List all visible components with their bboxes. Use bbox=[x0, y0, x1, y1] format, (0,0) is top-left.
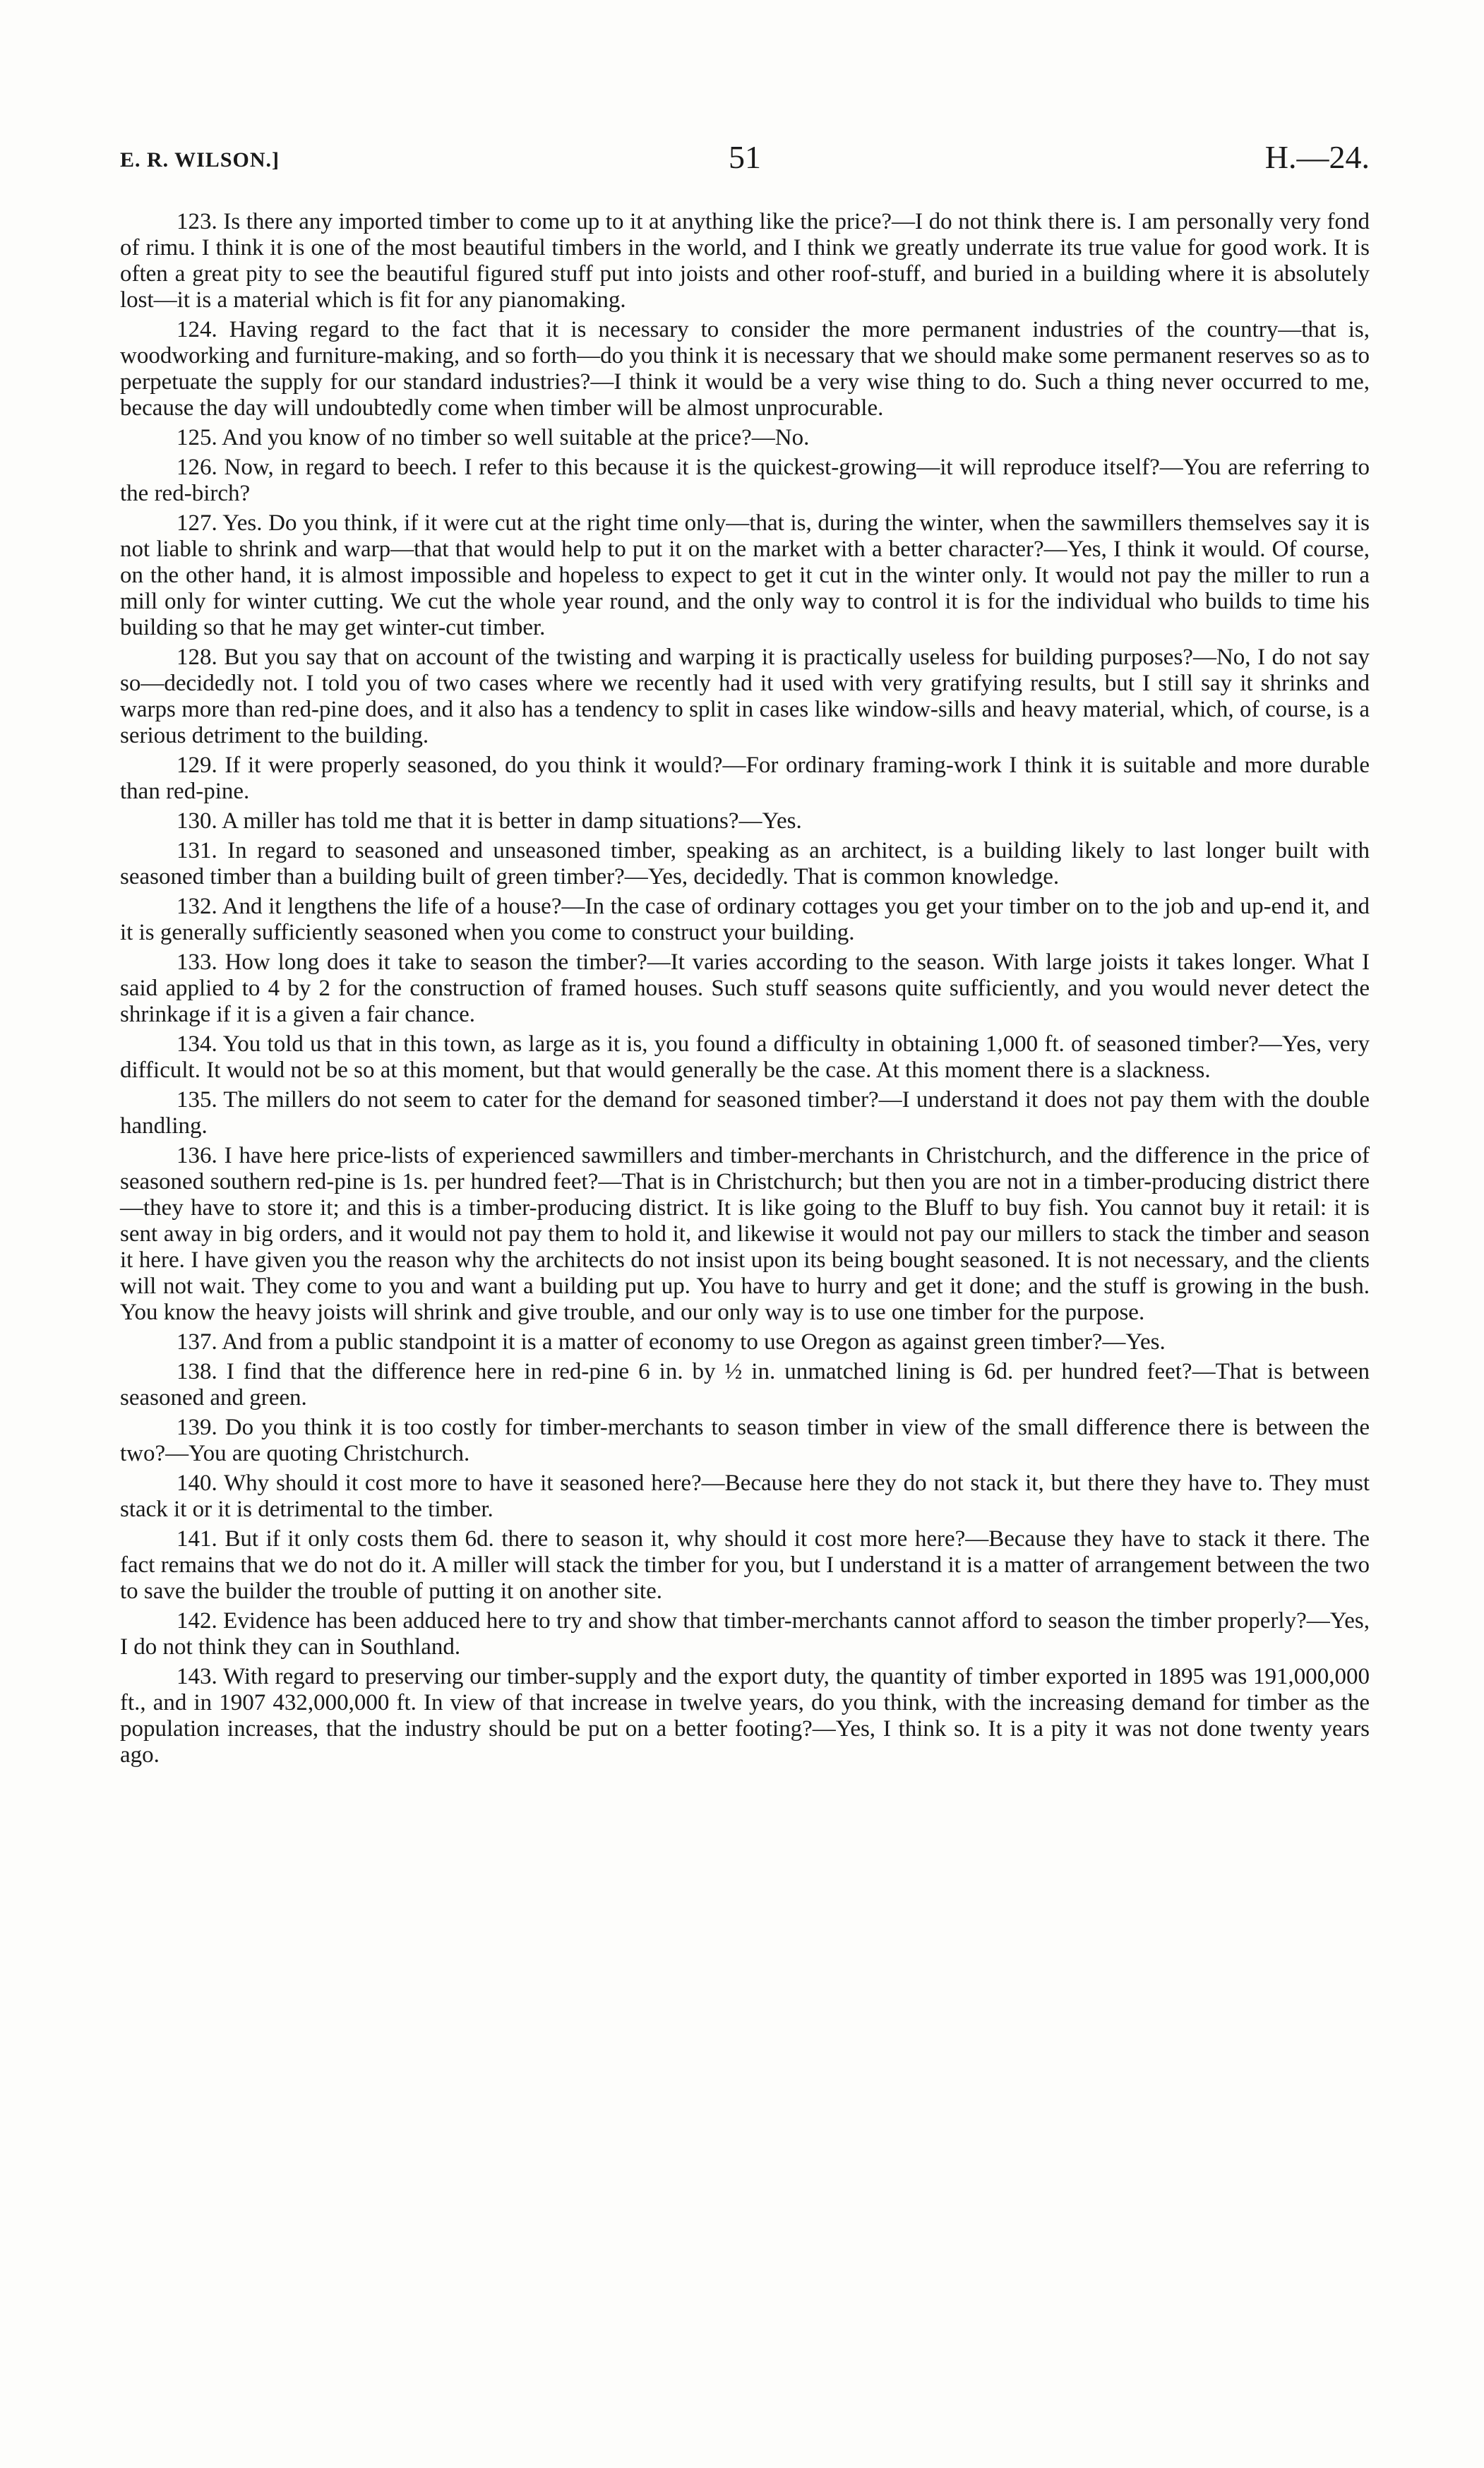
question-123: 123. Is there any imported timber to come up to it at anything like the price?—I do not think there is. I am personally very fond of rimu. I think it is one of the most beautiful timbers in the world, and I think we greatly underrate its true value for good work. It is often a great pity to see the beautiful figured stuff put into joists and other roof-stuff, and buried in a building where it is absolutely lost—it is a material which is fit for any pianomaking. bbox=[120, 209, 1370, 313]
question-143: 143. With regard to preserving our timber-supply and the export duty, the quantity of timber exported in 1895 was 191,000,000 ft., and in 1907 432,000,000 ft. In view of that increase in twelve years, do you think, with the increasing demand for timber as the population increases, that the industry should be put on a better footing?—Yes, I think so. It is a pity it was not done twenty years ago. bbox=[120, 1664, 1370, 1768]
paper-reference: H.—24. bbox=[1264, 139, 1370, 175]
question-132: 132. And it lengthens the life of a house?—In the case of ordinary cottages you get your timber on to the job and up-end it, and it is generally sufficiently seasoned when you come to construct your building. bbox=[120, 894, 1370, 945]
question-140: 140. Why should it cost more to have it seasoned here?—Because here they do not stack it, but there they have to. They must stack it or it is detrimental to the timber. bbox=[120, 1470, 1370, 1522]
question-141: 141. But if it only costs them 6d. there to season it, why should it cost more here?—Because they have to stack it there. The fact remains that we do not do it. A miller will stack the timber for you, but I understand it is a matter of arrangement between the two to save the builder the trouble of putting it on another site. bbox=[120, 1526, 1370, 1604]
question-127: 127. Yes. Do you think, if it were cut at the right time only—that is, during the winter, when the sawmillers themselves say it is not liable to shrink and warp—that that would help to put it on the market with a better character?—Yes, I think it would. Of course, on the other hand, it is almost impossible and hopeless to expect to get it cut in the winter only. It would not pay the miller to run a mill only for winter cutting. We cut the whole year round, and the only way to control it is for the individual who builds to time his building so that he may get winter-cut timber. bbox=[120, 510, 1370, 640]
question-142: 142. Evidence has been adduced here to try and show that timber-merchants cannot afford to season the timber properly?—Yes, I do not think they can in Southland. bbox=[120, 1608, 1370, 1660]
question-130: 130. A miller has told me that it is better in damp situations?—Yes. bbox=[176, 808, 802, 834]
question-126: 126. Now, in regard to beech. I refer to this because it is the quickest-growing—it will reproduce itself?—You are referring to the red-birch? bbox=[120, 455, 1370, 506]
question-125: 125. And you know of no timber so well suitable at the price?—No. bbox=[176, 425, 810, 450]
question-134: 134. You told us that in this town, as large as it is, you found a difficulty in obtaining 1,000 ft. of seasoned timber?—Yes, very difficult. It would not be so at this moment, but that would generally be the case. At this moment there is a slackness. bbox=[120, 1031, 1370, 1083]
question-135: 135. The millers do not seem to cater for the demand for seasoned timber?—I understand it does not pay them with the double handling. bbox=[120, 1087, 1370, 1139]
page-number: 51 bbox=[729, 139, 761, 175]
question-136: 136. I have here price-lists of experienced sawmillers and timber-merchants in Christchurch, and the difference in the price of seasoned southern red-pine is 1s. per hundred feet?—That is in Christchurch; but then you are not in a timber-producing district there—they have to store it; and this is a timber-producing district. It is like going to the Bluff to buy fish. You cannot buy it retail: it is sent away in big orders, and it would not pay them to hold it, and likewise it would not pay our millers to stack the timber and season it here. I have given you the reason why the architects do not insist upon its being bought seasoned. It is not necessary, and the clients will not wait. They come to you and want a building put up. You have to hurry and get it done; and the stuff is growing in the bush. You know the heavy joists will shrink and give trouble, and our only way is to use one timber for the purpose. bbox=[120, 1143, 1370, 1325]
question-139: 139. Do you think it is too costly for timber-merchants to season timber in view of the small difference there is between the two?—You are quoting Christchurch. bbox=[120, 1415, 1370, 1466]
question-128: 128. But you say that on account of the twisting and warping it is practically useless for building purposes?—No, I do not say so—decidedly not. I told you of two cases where we recently had it used with very gratifying results, but I still say it shrinks and warps more than red-pine does, and it also has a tendency to split in cases like window-sills and heavy material, which, of course, is a serious detriment to the building. bbox=[120, 645, 1370, 748]
question-133: 133. How long does it take to season the timber?—It varies according to the season. With large joists it takes longer. What I said applied to 4 by 2 for the construction of framed houses. Such stuff seasons quite sufficiently, and you would never detect the shrinkage if it is a given a fair chance. bbox=[120, 950, 1370, 1027]
question-137: 137. And from a public standpoint it is a matter of economy to use Oregon as against green timber?—Yes. bbox=[176, 1329, 1166, 1355]
witness-name: E. R. WILSON.] bbox=[120, 148, 280, 172]
document-page bbox=[120, 138, 1370, 1772]
evidence-body bbox=[120, 209, 1370, 1768]
question-131: 131. In regard to seasoned and unseasoned timber, speaking as an architect, is a building likely to last longer built with seasoned timber than a building built of green timber?—Yes, decidedly. That is common knowledge. bbox=[120, 838, 1370, 889]
question-138: 138. I find that the difference here in red-pine 6 in. by ½ in. unmatched lining is 6d. per hundred feet?—That is between seasoned and green. bbox=[120, 1359, 1370, 1410]
page-header bbox=[120, 138, 1370, 195]
question-129: 129. If it were properly seasoned, do you think it would?—For ordinary framing-work I think it is suitable and more durable than red-pine. bbox=[120, 753, 1370, 804]
question-124: 124. Having regard to the fact that it is necessary to consider the more permanent industries of the country—that is, woodworking and furniture-making, and so forth—do you think it is necessary that we should make some permanent reserves so as to perpetuate the supply for our standard industries?—I think it would be a very wise thing to do. Such a thing never occurred to me, because the day will undoubtedly come when timber will be almost unprocurable. bbox=[120, 317, 1370, 421]
